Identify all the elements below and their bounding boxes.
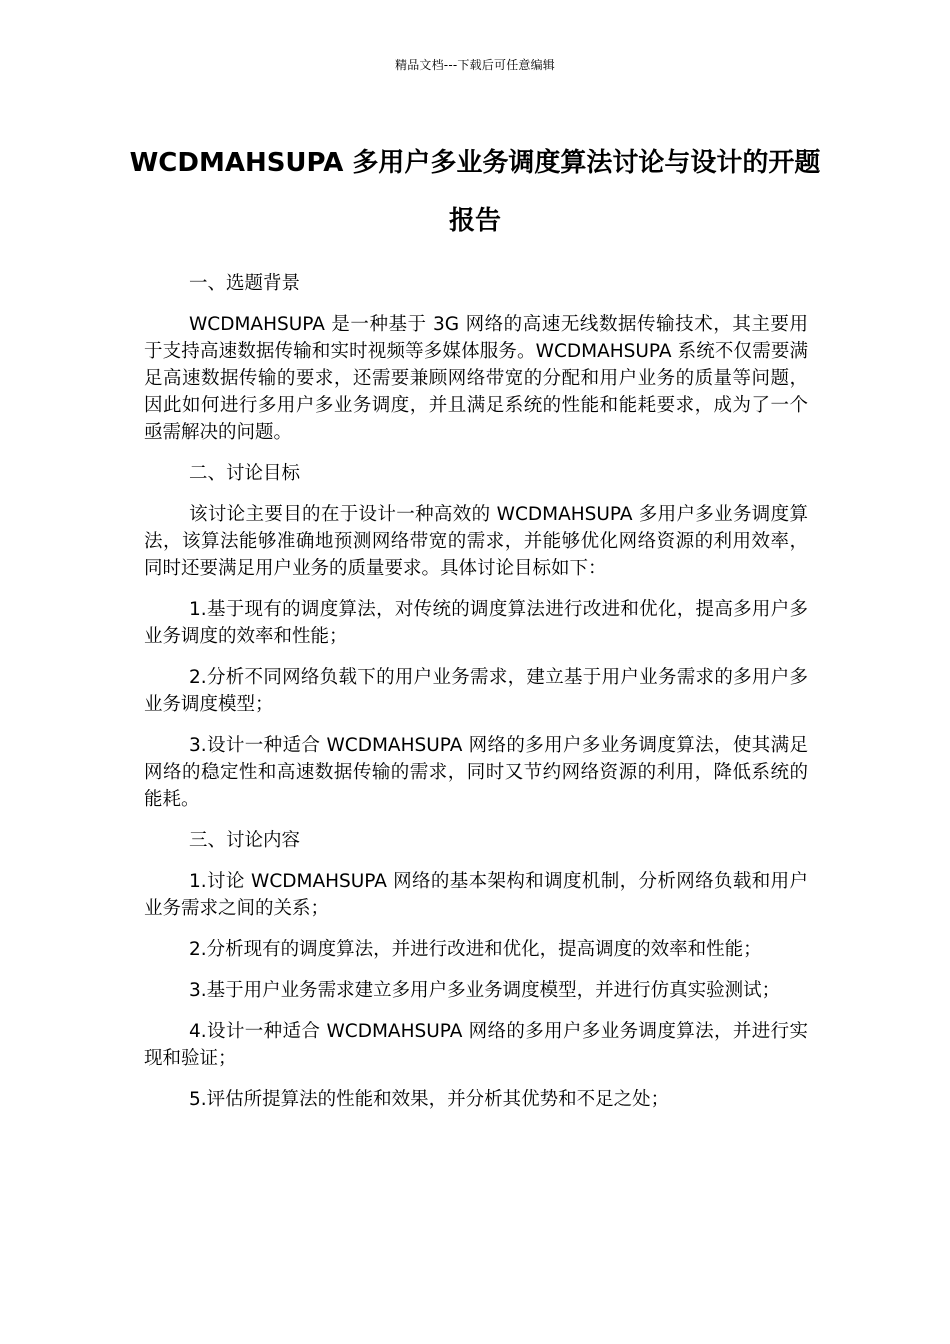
goal-item: 3.设计一种适合 WCDMAHSUPA 网络的多用户多业务调度算法，使其满足网络的稳定性和高速数据传输的需求，同时又节约网络资源的利用，降低系统的能耗。 <box>144 735 808 810</box>
section-heading-background: 一、选题背景 <box>189 273 301 294</box>
document-title: WCDMAHSUPA 多用户多业务调度算法讨论与设计的开题报告 <box>129 148 821 236</box>
section-heading-goals: 二、讨论目标 <box>189 463 301 484</box>
content-item: 5.评估所提算法的性能和效果，并分析其优势和不足之处； <box>189 1089 670 1110</box>
content-item: 1.讨论 WCDMAHSUPA 网络的基本架构和调度机制，分析网络负载和用户业务需求之间的关系； <box>144 871 808 919</box>
background-paragraph: WCDMAHSUPA 是一种基于 3G 网络的高速无线数据传输技术，其主要用于支持高速数据传输和实时视频等多媒体服务。WCDMAHSUPA 系统不仅需要满足高速数据传输的要求，还需要兼顾网络带宽的分配和用户业务的质量等问题，因此如何进行多用户多业务调度，并且满足系统的性能和能耗要求，成为了一个亟需解决的问题。 <box>144 314 808 443</box>
goals-intro-paragraph: 该讨论主要目的在于设计一种高效的 WCDMAHSUPA 多用户多业务调度算法，该算法能够准确地预测网络带宽的需求，并能够优化网络资源的利用效率，同时还要满足用户业务的质量要求。具体讨论目标如下： <box>144 504 808 579</box>
goal-item: 2.分析不同网络负载下的用户业务需求，建立基于用户业务需求的多用户多业务调度模型； <box>144 667 808 715</box>
header-note: 精品文档---下载后可任意编辑 <box>395 58 555 72</box>
content-item: 3.基于用户业务需求建立多用户多业务调度模型，并进行仿真实验测试； <box>189 980 781 1001</box>
document-body <box>144 270 808 1127</box>
content-item: 4.设计一种适合 WCDMAHSUPA 网络的多用户多业务调度算法，并进行实现和验证； <box>144 1021 808 1069</box>
section-heading-content: 三、讨论内容 <box>189 830 301 851</box>
goal-item: 1.基于现有的调度算法，对传统的调度算法进行改进和优化，提高多用户多业务调度的效率和性能； <box>144 599 808 647</box>
content-item: 2.分析现有的调度算法，并进行改进和优化，提高调度的效率和性能； <box>189 939 762 960</box>
